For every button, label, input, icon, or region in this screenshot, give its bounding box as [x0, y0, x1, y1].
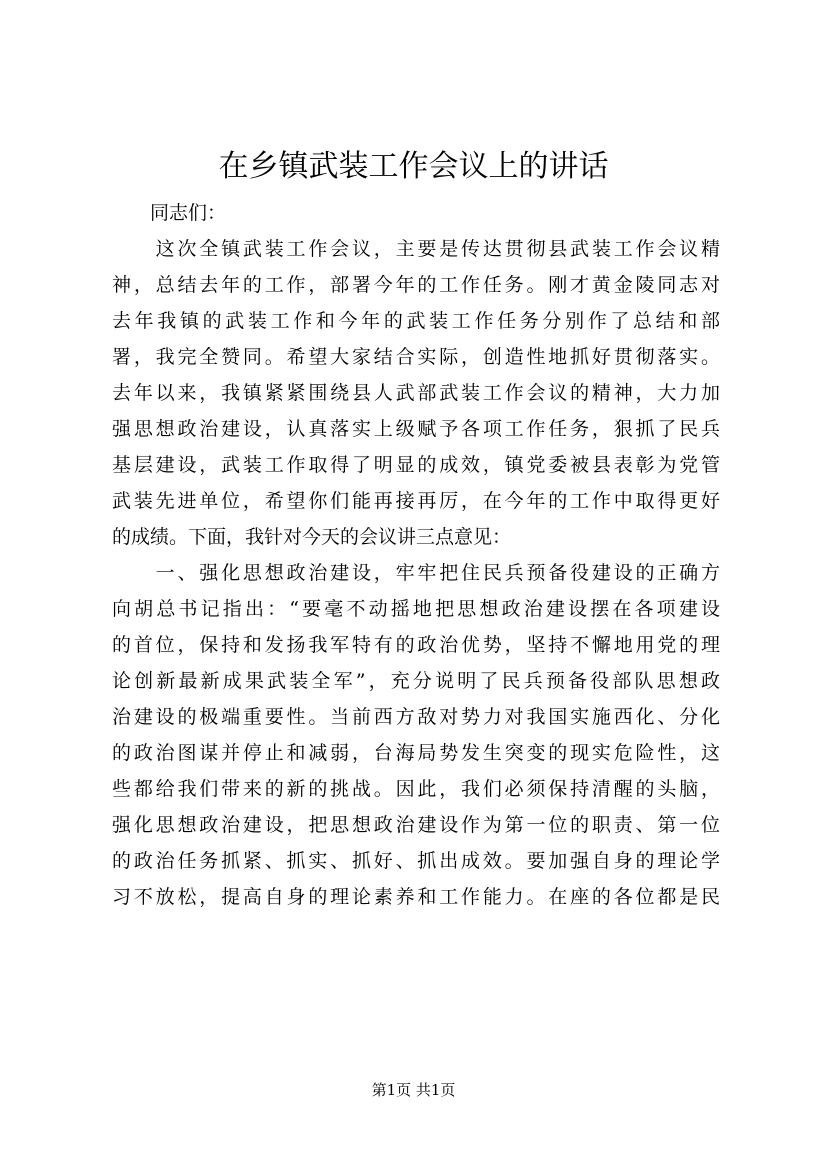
- page-number-footer: 第1页 共1页: [371, 1081, 456, 1099]
- text-line: 基层建设，武装工作取得了明显的成效，镇党委被县表彰为党管: [112, 454, 720, 476]
- text-line: 去年以来，我镇紧紧围绕县人武部武装工作会议的精神，大力加: [112, 382, 720, 404]
- text-line: 强思想政治建设，认真落实上级赋予各项工作任务，狠抓了民兵: [112, 418, 720, 440]
- text-line: 武装先进单位，希望你们能再接再厉，在今年的工作中取得更好: [112, 490, 720, 512]
- document-title: 在乡镇武装工作会议上的讲话: [218, 149, 609, 184]
- text-line: 神，总结去年的工作，部署今年的工作任务。刚才黄金陵同志对: [112, 274, 720, 296]
- text-line: 的政治图谋并停止和减弱，台海局势发生突变的现实危险性，这: [112, 742, 720, 764]
- text-line: 些都给我们带来的新的挑战。因此，我们必须保持清醒的头脑，: [112, 778, 720, 800]
- text-line: 一、强化思想政治建设，牢牢把住民兵预备役建设的正确方: [112, 562, 720, 584]
- text-line: 治建设的极端重要性。当前西方敌对势力对我国实施西化、分化: [112, 706, 720, 728]
- document-body: [112, 195, 720, 915]
- text-line: 的政治任务抓紧、抓实、抓好、抓出成效。要加强自身的理论学: [112, 850, 720, 872]
- text-line: 的首位，保持和发扬我军特有的政治优势，坚持不懈地用党的理: [112, 634, 720, 656]
- text-line: 这次全镇武装工作会议，主要是传达贯彻县武装工作会议精: [112, 238, 720, 260]
- text-line: 去年我镇的武装工作和今年的武装工作任务分别作了总结和部: [112, 310, 720, 332]
- text-line: 署，我完全赞同。希望大家结合实际，创造性地抓好贯彻落实。: [112, 346, 720, 368]
- text-line: 向胡总书记指出：“要毫不动摇地把思想政治建设摆在各项建设: [112, 598, 720, 620]
- text-line: 强化思想政治建设，把思想政治建设作为第一位的职责、第一位: [112, 814, 720, 836]
- text-line: 论创新最新成果武装全军”，充分说明了民兵预备役部队思想政: [112, 670, 720, 692]
- text-line: 的成绩。下面，我针对今天的会议讲三点意见：: [112, 526, 512, 548]
- text-line: 习不放松，提高自身的理论素养和工作能力。在座的各位都是民: [112, 886, 720, 908]
- text-line: 同志们：: [112, 202, 227, 224]
